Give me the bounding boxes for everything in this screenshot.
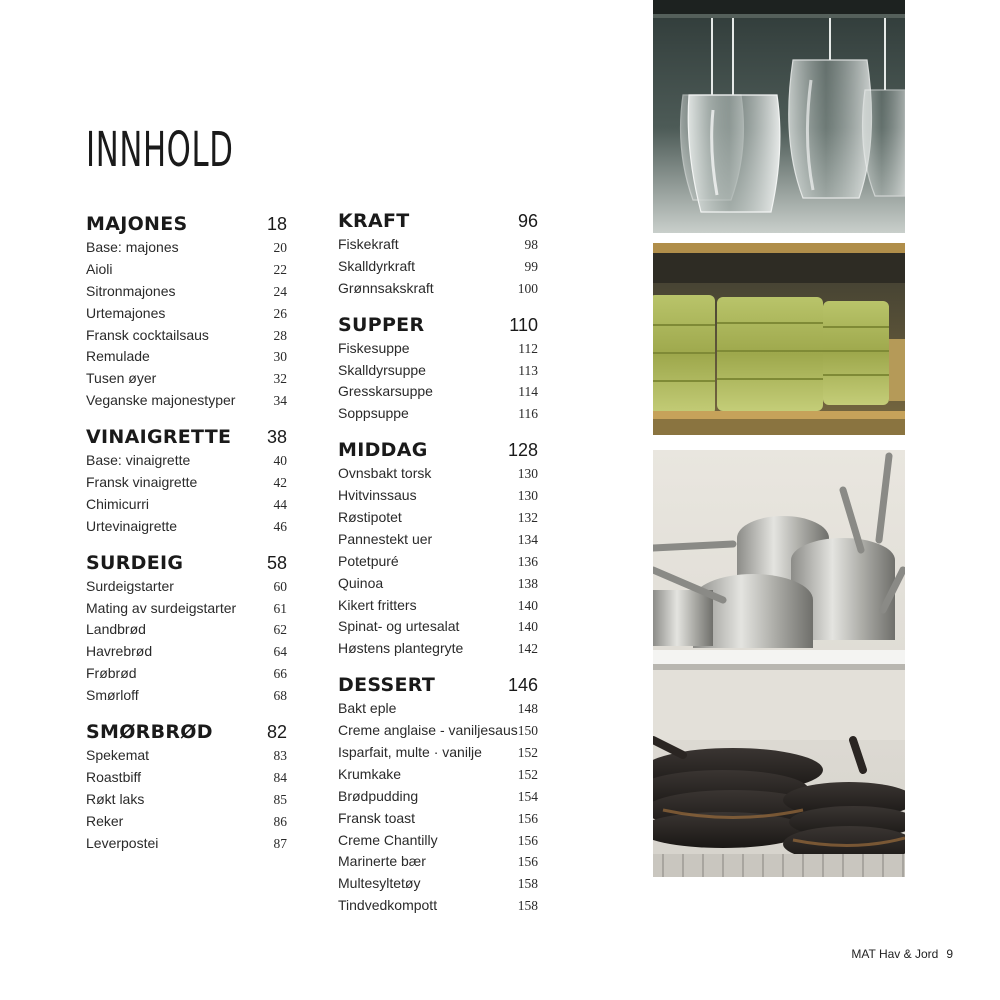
toc-entry: [86, 237, 287, 259]
toc-entry: [338, 873, 538, 895]
entry-title: Spinat- og urtesalat: [338, 618, 460, 635]
toc-entry: [86, 811, 287, 833]
entry-page-number: 154: [517, 788, 538, 804]
toc-entry: [338, 256, 538, 278]
section-title: SUPPER: [338, 313, 425, 336]
entry-title: Quinoa: [338, 574, 384, 591]
entry-page-number: 116: [518, 406, 538, 422]
entry-title: Smørloff: [86, 687, 139, 704]
toc-entry: [338, 278, 538, 300]
toc-entry: [86, 663, 287, 685]
section-title: DESSERT: [338, 674, 436, 697]
entry-title: Fransk vinaigrette: [86, 474, 198, 491]
entry-title: Røkt laks: [86, 790, 145, 807]
entry-page-number: 62: [273, 622, 287, 638]
entry-title: Marinerte bær: [338, 853, 426, 870]
entry-title: Mating av surdeigstarter: [86, 599, 237, 616]
section-heading-row: [86, 211, 287, 237]
toc-entry: [86, 767, 287, 789]
entry-page-number: 30: [273, 349, 287, 365]
entry-title: Remulade: [86, 348, 150, 365]
entry-title: Fransk cocktailsaus: [86, 326, 209, 343]
toc-entry: [86, 598, 287, 620]
page-footer: [851, 947, 953, 961]
toc-entry: [338, 529, 538, 551]
toc-entry: [86, 472, 287, 494]
entry-title: Bakt eple: [338, 700, 397, 717]
entry-page-number: 22: [273, 261, 287, 277]
toc-entry: [86, 685, 287, 707]
entry-title: Leverpostei: [86, 834, 159, 851]
section-heading-row: [86, 424, 287, 450]
toc-entry: [86, 619, 287, 641]
toc-entry: [86, 494, 287, 516]
entry-title: Isparfait, multe · vanilje: [338, 744, 482, 761]
entry-title: Tindvedkompott: [338, 897, 438, 914]
entry-page-number: 130: [517, 466, 538, 482]
entry-page-number: 132: [517, 510, 538, 526]
section-heading-row: [338, 208, 538, 234]
toc-entry: [338, 507, 538, 529]
toc-section: [86, 550, 287, 707]
entry-title: Brødpudding: [338, 787, 419, 804]
entry-page-number: 152: [517, 766, 538, 782]
entry-page-number: 60: [273, 578, 287, 594]
entry-page-number: 28: [273, 327, 287, 343]
entry-title: Fiskesuppe: [338, 339, 410, 356]
toc-entry: [86, 346, 287, 368]
toc-entry: [338, 338, 538, 360]
entry-page-number: 42: [273, 475, 287, 491]
entry-page-number: 99: [524, 258, 538, 274]
entry-title: Reker: [86, 812, 124, 829]
entry-title: Landbrød: [86, 621, 146, 638]
toc-entry: [338, 573, 538, 595]
toc-entry: [86, 745, 287, 767]
toc-entry: [338, 616, 538, 638]
entry-page-number: 140: [517, 619, 538, 635]
entry-page-number: 100: [517, 280, 538, 296]
toc-section: [338, 437, 538, 660]
toc-entry: [86, 368, 287, 390]
section-page-number: 58: [266, 552, 287, 573]
section-page-number: 96: [517, 211, 538, 231]
entry-title: Skalldyrsuppe: [338, 361, 426, 378]
entry-page-number: 34: [273, 393, 287, 409]
footer-page-number: 9: [946, 947, 953, 961]
toc-entry: [338, 485, 538, 507]
green-bowls-photo: [653, 243, 905, 435]
entry-title: Tusen øyer: [86, 370, 157, 387]
entry-title: Creme Chantilly: [338, 831, 438, 848]
entry-page-number: 156: [517, 810, 538, 826]
entry-page-number: 113: [518, 362, 538, 378]
entry-page-number: 32: [273, 371, 287, 387]
entry-page-number: 136: [517, 553, 538, 569]
toc-entry: [86, 325, 287, 347]
entry-page-number: 46: [273, 518, 287, 534]
toc-column-left: [86, 211, 287, 866]
entry-title: Høstens plantegryte: [338, 640, 464, 657]
entry-page-number: 156: [517, 854, 538, 870]
entry-page-number: 26: [273, 305, 287, 321]
toc-entry: [86, 516, 287, 538]
section-heading-row: [86, 719, 287, 745]
toc-entry: [86, 281, 287, 303]
toc-entry: [338, 808, 538, 830]
section-heading-row: [338, 312, 538, 338]
toc-entry: [86, 576, 287, 598]
toc-entry: [338, 720, 538, 742]
entry-title: Skalldyrkraft: [338, 257, 416, 274]
toc-entry: [86, 789, 287, 811]
toc-entry: [86, 259, 287, 281]
entry-page-number: 142: [517, 641, 538, 657]
section-heading-row: [86, 550, 287, 576]
entry-page-number: 150: [517, 723, 539, 739]
section-page-number: 38: [266, 427, 287, 448]
toc-column-right: [338, 208, 538, 929]
section-title: VINAIGRETTE: [86, 426, 232, 449]
entry-page-number: 87: [273, 835, 287, 851]
entry-title: Urtemajones: [86, 304, 166, 321]
toc-entry: [338, 830, 538, 852]
entry-title: Creme anglaise - vaniljesaus: [338, 722, 518, 739]
entry-title: Chimicurri: [86, 495, 149, 512]
toc-section: [86, 719, 287, 854]
toc-entry: [338, 403, 538, 425]
toc-section: [338, 208, 538, 300]
toc-section: [86, 211, 287, 412]
toc-section: [86, 424, 287, 538]
section-title: MAJONES: [86, 213, 188, 235]
toc-entry: [338, 234, 538, 256]
entry-title: Fransk toast: [338, 809, 416, 826]
entry-page-number: 44: [273, 496, 287, 512]
entry-page-number: 134: [517, 531, 538, 547]
entry-title: Roastbiff: [86, 768, 141, 785]
entry-title: Grønnsakskraft: [338, 279, 434, 296]
photo-strip: [653, 0, 905, 877]
entry-title: Fiskekraft: [338, 236, 399, 252]
entry-title: Soppsuppe: [338, 405, 409, 422]
entry-title: Spekemat: [86, 747, 150, 764]
entry-title: Urtevinaigrette: [86, 517, 178, 534]
entry-page-number: 61: [273, 600, 287, 616]
toc-entry: [86, 303, 287, 325]
entry-title: Potetpuré: [338, 552, 399, 569]
entry-title: Base: majones: [86, 239, 179, 255]
entry-title: Røstipotet: [338, 509, 402, 526]
entry-title: Krumkake: [338, 765, 402, 782]
entry-title: Havrebrød: [86, 643, 153, 660]
toc-entry: [338, 698, 538, 720]
entry-page-number: 24: [273, 283, 287, 299]
entry-title: Kikert fritters: [338, 596, 417, 613]
toc-entry: [338, 595, 538, 617]
section-title: MIDDAG: [338, 439, 428, 462]
toc-entry: [338, 851, 538, 873]
toc-entry: [338, 463, 538, 485]
toc-entry: [338, 764, 538, 786]
entry-title: Pannestekt uer: [338, 530, 433, 547]
entry-page-number: 40: [273, 453, 287, 469]
toc-entry: [86, 450, 287, 472]
section-page-number: 18: [266, 214, 287, 234]
entry-page-number: 98: [524, 237, 538, 252]
entry-page-number: 86: [273, 813, 287, 829]
toc-entry: [338, 381, 538, 403]
entry-title: Ovnsbakt torsk: [338, 465, 432, 482]
entry-page-number: 85: [273, 791, 287, 807]
entry-title: Gresskarsuppe: [338, 383, 433, 400]
section-page-number: 82: [266, 722, 287, 743]
entry-page-number: 20: [273, 240, 287, 255]
entry-page-number: 158: [517, 876, 538, 892]
section-heading-row: [338, 437, 538, 463]
entry-page-number: 138: [517, 575, 538, 591]
entry-title: Surdeigstarter: [86, 577, 174, 594]
toc-entry: [338, 742, 538, 764]
entry-page-number: 156: [517, 832, 538, 848]
entry-page-number: 68: [273, 688, 287, 704]
section-title: SURDEIG: [86, 551, 184, 574]
wine-glasses-photo: [653, 0, 905, 233]
toc-section: [338, 312, 538, 426]
entry-page-number: 140: [517, 597, 538, 613]
toc-entry: [338, 551, 538, 573]
entry-page-number: 84: [273, 769, 287, 785]
entry-title: Multesyltetøy: [338, 875, 421, 892]
section-heading-row: [338, 672, 538, 698]
toc-entry: [338, 360, 538, 382]
pots-and-pans-photo: [653, 450, 905, 877]
page-title: INNHOLD: [86, 122, 234, 178]
section-page-number: 128: [507, 440, 538, 461]
toc-section: [338, 672, 538, 917]
toc-entry: [86, 390, 287, 412]
toc-entry: [338, 895, 538, 917]
entry-page-number: 130: [517, 488, 538, 504]
toc-entry: [338, 638, 538, 660]
entry-page-number: 66: [273, 666, 287, 682]
section-page-number: 146: [507, 675, 538, 696]
section-title: KRAFT: [338, 210, 410, 232]
section-title: SMØRBRØD: [86, 721, 213, 744]
entry-title: Aioli: [86, 260, 113, 277]
footer-book-title: MAT Hav & Jord: [851, 947, 939, 961]
entry-page-number: 152: [517, 745, 538, 761]
toc-entry: [86, 833, 287, 855]
entry-page-number: 112: [518, 340, 538, 356]
entry-page-number: 158: [517, 898, 538, 914]
entry-title: Sitronmajones: [86, 282, 176, 299]
entry-title: Frøbrød: [86, 665, 137, 682]
section-page-number: 110: [509, 314, 538, 335]
entry-page-number: 64: [273, 644, 287, 660]
toc-entry: [86, 641, 287, 663]
entry-page-number: 148: [517, 701, 538, 717]
entry-title: Base: vinaigrette: [86, 452, 191, 469]
entry-title: Hvitvinssaus: [338, 487, 417, 504]
entry-title: Veganske majonestyper: [86, 392, 236, 409]
entry-page-number: 83: [273, 748, 287, 764]
toc-entry: [338, 786, 538, 808]
entry-page-number: 114: [518, 384, 538, 400]
